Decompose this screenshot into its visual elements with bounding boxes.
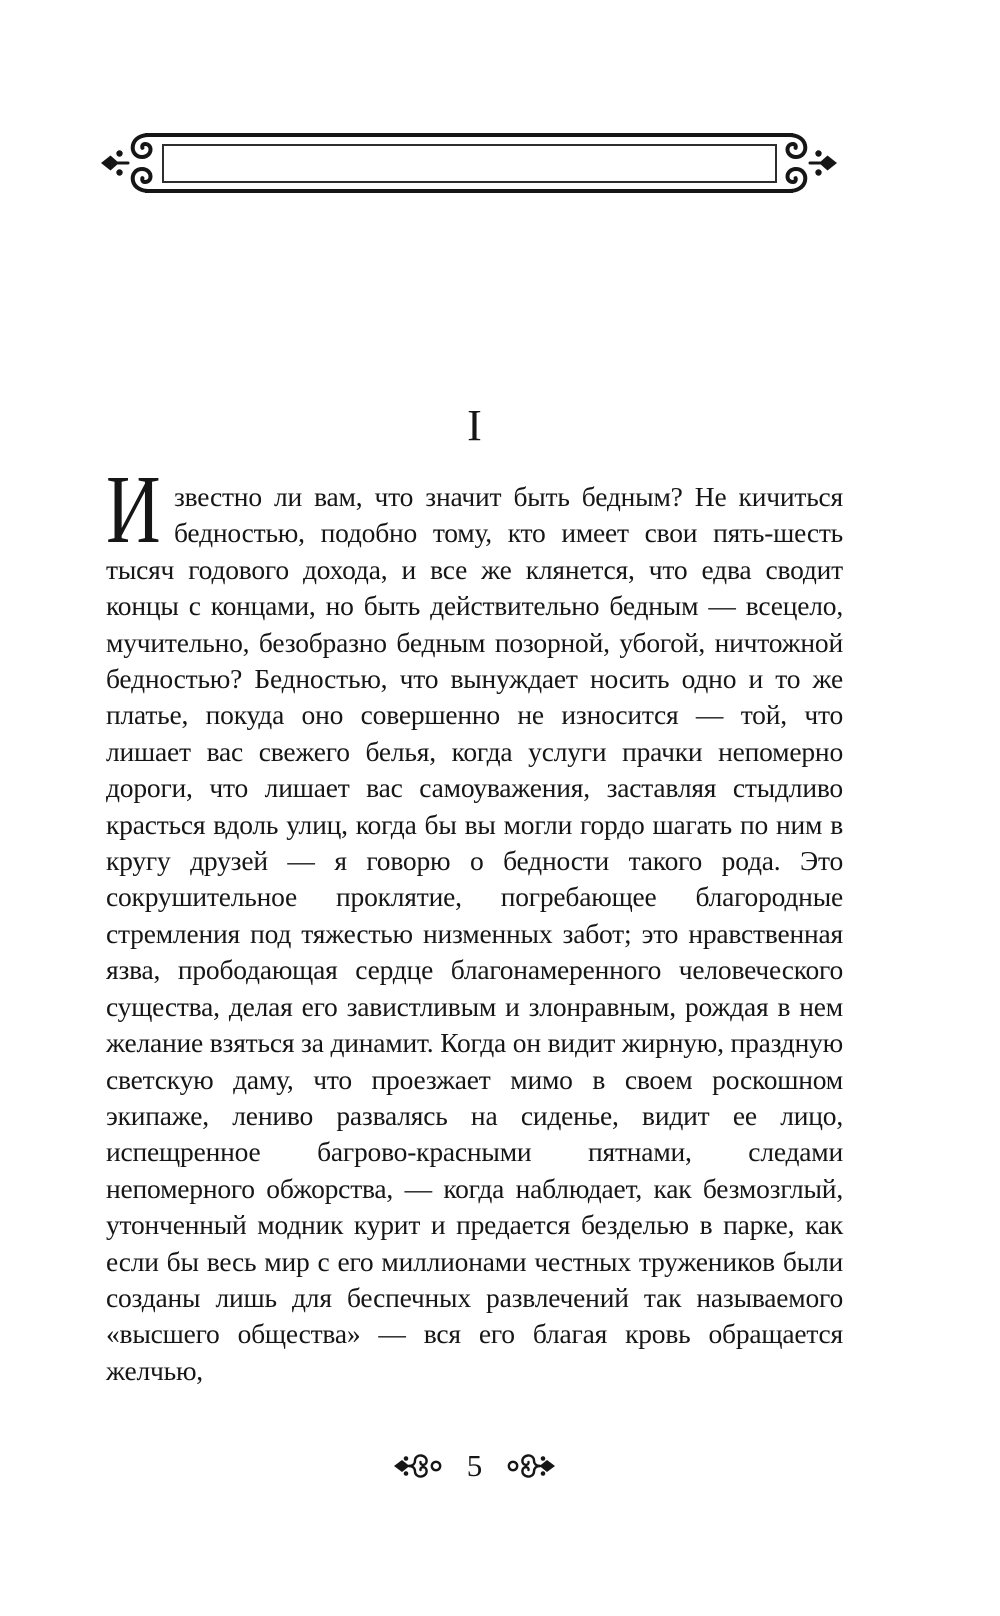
fleuron-left-icon [393, 1451, 443, 1481]
body-paragraph [106, 456, 843, 1389]
drop-cap: И [106, 456, 161, 563]
fleuron-right-icon [506, 1451, 556, 1481]
page-footer [106, 1450, 843, 1481]
paragraph-text: звестно ли вам, что значит быть бедным? Не кичиться бедностью, подобно тому, кто имеет свои пять-шесть тысяч годового дохода, и все же клянется, что едва сводит концы с концами, но быть действительно бедным — всецело, мучительно, безобразно бедным позорной, убогой, ничтожной бедностью? Бедностью, что вынуждает носить одно и то же платье, покуда оно совершенно не износится — той, что лишает вас свежего белья, когда услуги прачки непомерно дороги, что лишает вас самоуважения, заставляя стыдливо красться вдоль улиц, когда бы вы могли гордо шагать по ним в кругу друзей — я говорю о бедности такого рода. Это сокрушительное проклятие, погребающее благородные стремления под тяжестью низменных забот; это нравственная язва, прободающая сердце благонамеренного человеческого существа, делая его завистливым и злонравным, рождая в нем желание взяться за динамит. Когда он видит жирную, праздную светскую даму, что проезжает мимо в своем роскошном экипаже, лениво развалясь на сиденье, видит ее лицо, испещренное багрово-красными пятнами, следами непомерного обжорства, — когда наблюдает, как безмозглый, утонченный модник курит и предается безделью в парке, как если бы весь мир с его миллионами честных тружеников были созданы лишь для беспечных развлечений так называемого «высшего общества» — вся его благая кровь обращается желчью, [106, 481, 843, 1386]
page-number: 5 [466, 1448, 483, 1483]
header-frame-ornament [98, 122, 840, 204]
chapter-heading: I [467, 401, 482, 450]
